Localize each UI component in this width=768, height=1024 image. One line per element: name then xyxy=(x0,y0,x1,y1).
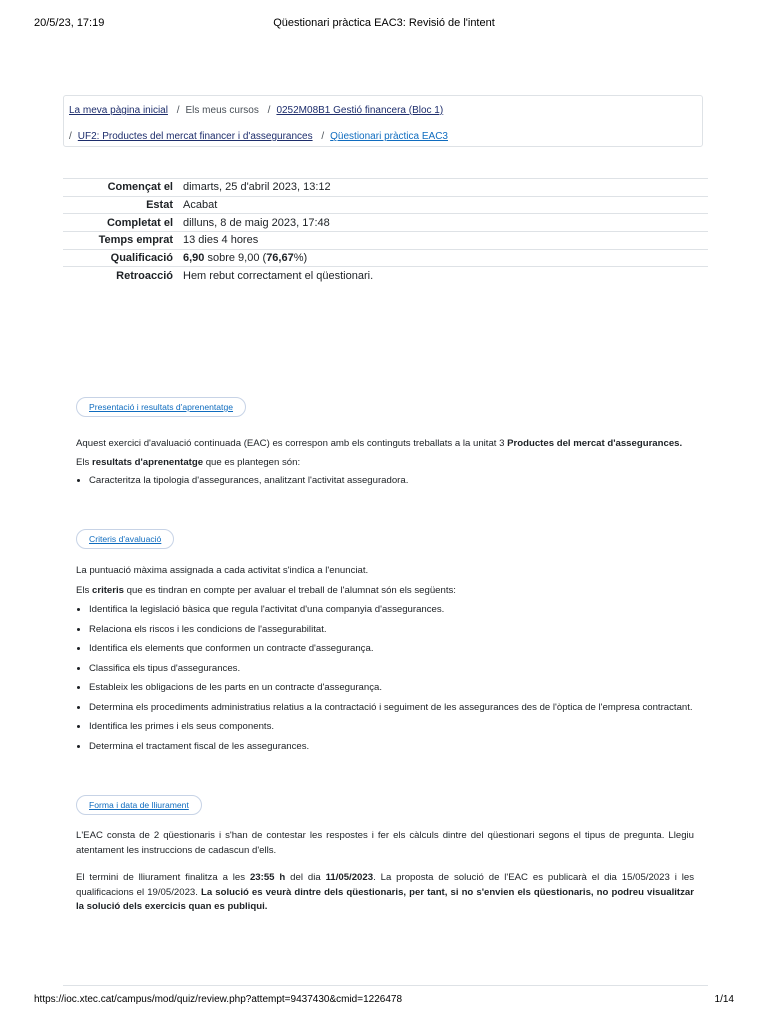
breadcrumb-unit-link[interactable]: UF2: Productes del mercat financer i d'assegurances xyxy=(77,131,313,142)
breadcrumb-quiz-link[interactable]: Qüestionari pràctica EAC3 xyxy=(330,131,448,142)
section-presentation-body xyxy=(76,437,694,494)
print-page-number: 1/14 xyxy=(714,994,734,1005)
list-item: • Classifica els tipus d'assegurances. xyxy=(89,662,694,677)
summary-row-completed xyxy=(63,214,708,232)
breadcrumb xyxy=(63,95,703,147)
grade-value xyxy=(178,249,708,267)
time-taken-value: 13 dies 4 hores xyxy=(178,232,708,250)
print-header xyxy=(0,0,768,40)
results-intro xyxy=(76,456,694,471)
criteria-text-c: que es tindran en compte per avaluar el treball de l'alumnat són els següents: xyxy=(124,584,456,596)
breadcrumb-separator: / xyxy=(69,131,72,142)
list-item: • Determina el tractament fiscal de les assegurances. xyxy=(89,740,694,755)
completed-label: Completat el xyxy=(63,214,178,232)
results-text-c: que es plantegen són: xyxy=(203,456,301,468)
solution-note: La solució es veurà dintre dels qüestionaris, per tant, si no s'envien els qüestionaris, no podreu visualitzar la solució dels exercicis quan es publiqui. xyxy=(76,886,694,912)
print-url: https://ioc.xtec.cat/campus/mod/quiz/review.php?attempt=9437430&cmid=1226478 xyxy=(34,994,403,1005)
state-label: Estat xyxy=(63,196,178,214)
intro-paragraph xyxy=(76,437,694,452)
list-item: • Identifica les primes i els seus components. xyxy=(89,720,694,735)
deadline-time: 23:55 h xyxy=(249,872,286,883)
breadcrumb-separator: / xyxy=(267,105,271,116)
summary-row-state xyxy=(63,196,708,214)
criteria-intro xyxy=(76,584,694,599)
feedback-value: Hem rebut correctament el qüestionari. xyxy=(178,267,708,285)
attempt-summary-table xyxy=(63,178,708,285)
section-pill-presentation[interactable]: Presentació i resultats d'aprenentatge xyxy=(76,397,246,417)
section-pill-criteria[interactable]: Criteris d'avaluació xyxy=(76,529,174,549)
results-text-a: Els xyxy=(76,456,92,468)
grade-label: Qualificació xyxy=(63,249,178,267)
list-item: • Caracteritza la tipologia d'assegurances, analitzant l'activitat asseguradora. xyxy=(89,474,694,489)
criteria-text-bold: criteris xyxy=(92,584,124,596)
deadline-text-a: El termini de lliurament finalitza a les xyxy=(76,872,250,883)
completed-value: dilluns, 8 de maig 2023, 17:48 xyxy=(178,214,708,232)
list-item: • Estableix les obligacions de les parts en un contracte d'assegurança. xyxy=(89,681,694,696)
summary-row-feedback xyxy=(63,267,708,285)
intro-text: Aquest exercici d'avaluació continuada (EAC) es correspon amb els continguts treballats a la unitat 3 xyxy=(76,438,508,449)
deadline-date: 11/05/2023 xyxy=(325,872,374,883)
criteria-text-a: Els xyxy=(76,584,92,596)
footer-divider xyxy=(63,985,708,986)
max-score-text: La puntuació màxima assignada a cada activitat s'indica a l'enunciat. xyxy=(76,565,369,576)
list-item: • Identifica els elements que conformen un contracte d'assegurança. xyxy=(89,642,694,657)
started-value: dimarts, 25 d'abril 2023, 13:12 xyxy=(178,179,708,197)
print-datetime: 20/5/23, 17:19 xyxy=(34,17,105,29)
grade-percent-close: %) xyxy=(293,252,308,265)
section-pill-delivery[interactable]: Forma i data de lliurament xyxy=(76,795,202,815)
section-criteria-body xyxy=(76,564,694,759)
delivery-paragraph-2 xyxy=(76,871,694,915)
deadline-text-c: del dia xyxy=(285,872,326,883)
learning-results-list xyxy=(76,474,694,489)
summary-row-started xyxy=(63,179,708,197)
list-item: • Determina els procediments administratius relatius a la contractació i seguiment de les assegurances des de l'òptica de l'empresa contractant. xyxy=(89,701,694,716)
grade-score: 6,90 xyxy=(183,252,205,265)
print-page-title: Qüestionari pràctica EAC3: Revisió de l'intent xyxy=(273,17,495,29)
breadcrumb-course-link[interactable]: 0252M08B1 Gestió financera (Bloc 1) xyxy=(276,105,444,116)
breadcrumb-home-link[interactable]: La meva pàgina inicial xyxy=(69,105,168,116)
intro-unit-name: Productes del mercat d'assegurances. xyxy=(507,438,683,449)
summary-row-grade xyxy=(63,249,708,267)
breadcrumb-my-courses: Els meus cursos xyxy=(185,105,259,116)
deadline-text-e: . La proposta de solució de l'EAC es publicarà el dia 15/05/2023 i les qualificacions el 19/05/2023. xyxy=(76,872,694,898)
feedback-label: Retroacció xyxy=(63,267,178,285)
grade-max: sobre 9,00 ( xyxy=(204,252,267,265)
breadcrumb-separator: / xyxy=(321,131,325,142)
breadcrumb-separator: / xyxy=(176,105,180,116)
grade-percent: 76,67 xyxy=(266,252,294,265)
list-item: • Relaciona els riscos i les condicions de l'assegurabilitat. xyxy=(89,623,694,638)
summary-row-time xyxy=(63,232,708,250)
delivery-paragraph-1: L'EAC consta de 2 qüestionaris i s'han de contestar les respostes i fer els càlculs dintre del qüestionari segons el tipus de pregunta. Llegiu atentament les instruccions de cadascun d'ells. xyxy=(76,830,694,856)
print-footer xyxy=(34,994,734,1005)
section-delivery-body xyxy=(76,829,694,915)
results-text-bold: resultats d'aprenentatge xyxy=(92,456,204,468)
criteria-list xyxy=(76,603,694,754)
list-item: • Identifica la legislació bàsica que regula l'activitat d'una companyia d'assegurances. xyxy=(89,603,694,618)
state-value: Acabat xyxy=(178,196,708,214)
time-taken-label: Temps emprat xyxy=(63,232,178,250)
started-label: Començat el xyxy=(63,179,178,197)
